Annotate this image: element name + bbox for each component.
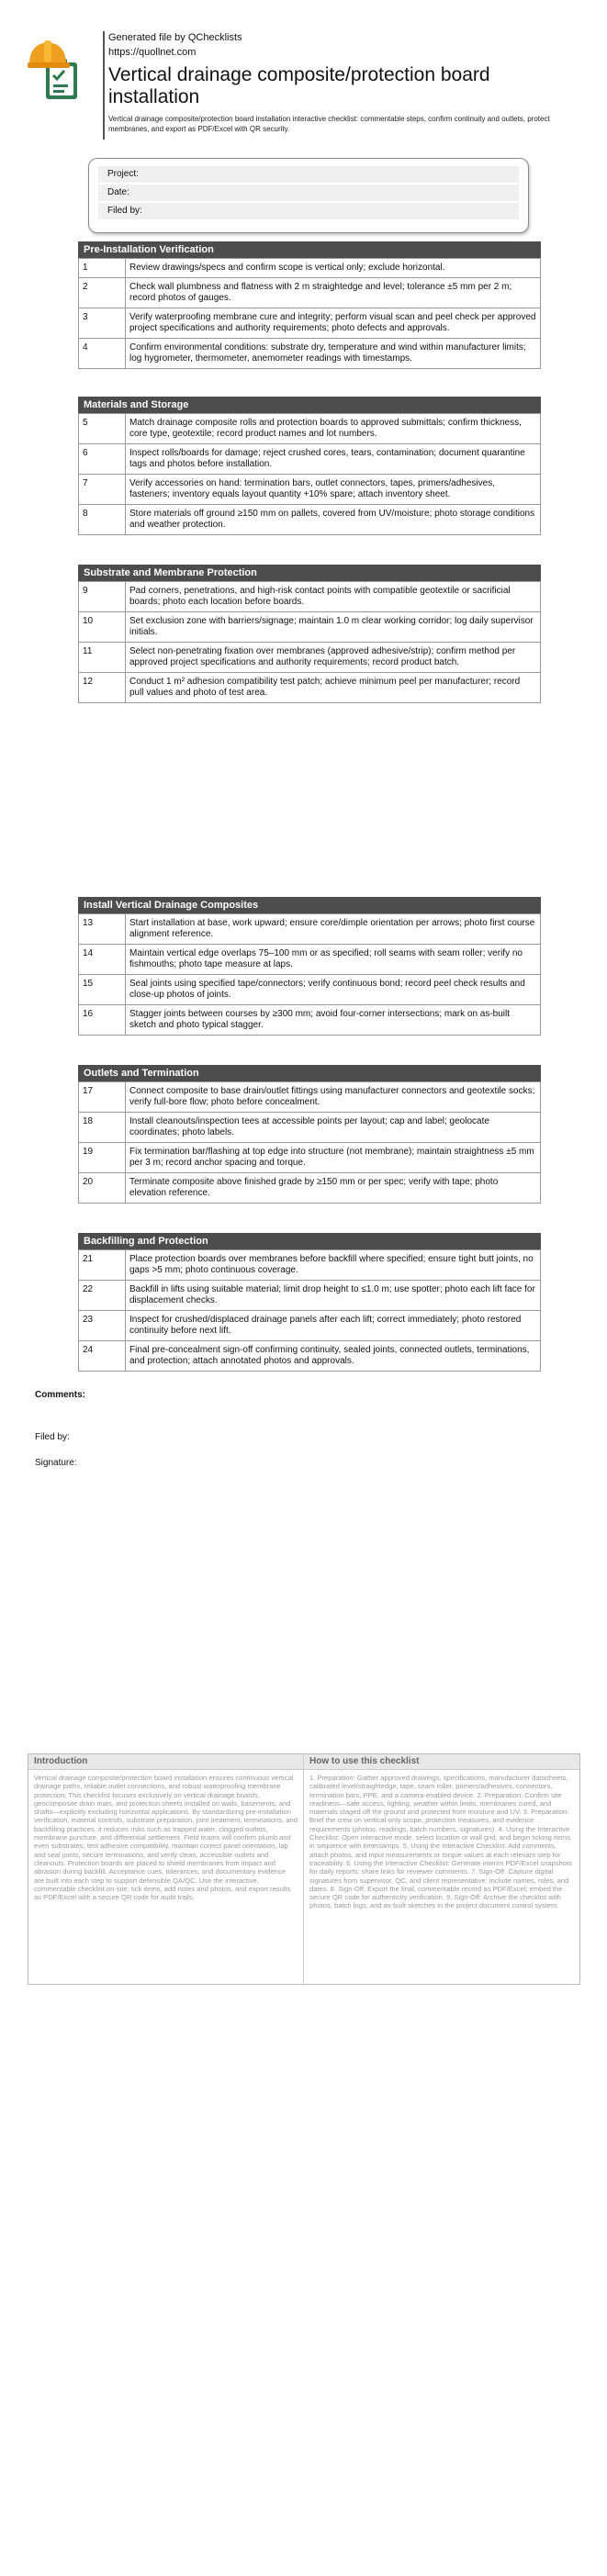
checklist-row[interactable]: [79, 1281, 541, 1311]
item-number: 18: [79, 1113, 126, 1143]
checklist-row[interactable]: [79, 1005, 541, 1036]
checklist-row[interactable]: [79, 339, 541, 369]
checklist-row[interactable]: [79, 414, 541, 444]
item-number: 12: [79, 673, 126, 703]
how-to-heading: How to use this checklist: [304, 1754, 579, 1770]
item-text: Final pre-concealment sign-off confirming continuity, sealed joints, connected outlets, terminations, and protection; attach annotated photos and approvals.: [126, 1341, 541, 1372]
item-number: 9: [79, 582, 126, 612]
checklist-row[interactable]: [79, 582, 541, 612]
item-text: Verify accessories on hand: termination bars, outlet connectors, tapes, primers/adhesives, fasteners; inventory equals layout quantity +10% spare; attach inventory sheet.: [126, 475, 541, 505]
item-text: Place protection boards over membranes before backfill where specified; ensure tight butt joints, no gaps >5 mm; photo continuous coverage.: [126, 1250, 541, 1281]
section-heading: Pre-Installation Verification: [78, 241, 541, 258]
intro-howto-box: [28, 1753, 580, 1985]
item-text: Review drawings/specs and confirm scope is vertical only; exclude horizontal.: [126, 259, 541, 278]
item-text: Start installation at base, work upward; ensure core/dimple orientation per arrows; photo first course alignment reference.: [126, 914, 541, 945]
item-number: 2: [79, 278, 126, 308]
item-number: 1: [79, 259, 126, 278]
source-url-link[interactable]: https://quollnet.com: [108, 47, 197, 58]
introduction-heading: Introduction: [28, 1754, 303, 1770]
header-divider: [103, 31, 105, 140]
section-install-vertical-drainage-composites: [78, 897, 541, 1036]
signature-label: Signature:: [35, 1458, 77, 1468]
item-number: 11: [79, 643, 126, 673]
section-heading: Materials and Storage: [78, 397, 541, 413]
section-backfilling-and-protection: [78, 1233, 541, 1372]
introduction-text: Vertical drainage composite/protection board installation ensures continuous vertical drainage paths, reliable outlet connections, and robust waterproofing membrane protection. This checklist focuses exclusively on vertical drainage boards, geocomposite drain mats, and protection sheets installed on walls, basements, and shafts—explicitly excluding horizontal applications. By standardizing pre-installation verification, material controls, substrate preparation, joint treatment, terminations, and backfilling practices, it reduces risks such as trapped water, clogged outlets, membrane puncture, and differential settlement. Field teams will confirm plumb and even substrates, test adhesive compatibility, maintain correct panel orientation, lap and seal joints, secure terminations, and verify clean, accessible outlets and cleanouts. Protection boards are placed to shield membranes from impact and abrasion during backfill. Acceptance cues, tolerances, and documentary evidence are built into each step to support defensible QA/QC. Use the interactive, commentable checklist on-site; tick items, add notes and photos, and export results as PDF/Excel with a secure QR code for audit trails.: [34, 1774, 298, 1902]
checklist-row[interactable]: [79, 1173, 541, 1204]
item-text: Stagger joints between courses by ≥300 mm; avoid four-corner intersections; mark on as-built sketch and photo typical stagger.: [126, 1005, 541, 1036]
date-field[interactable]: Date:: [98, 185, 519, 201]
item-number: 3: [79, 308, 126, 339]
checklist-row[interactable]: [79, 308, 541, 339]
checklist-row[interactable]: [79, 1250, 541, 1281]
checklist-row[interactable]: [79, 1311, 541, 1341]
item-number: 10: [79, 612, 126, 643]
checklist-row[interactable]: [79, 612, 541, 643]
how-to-panel: [304, 1754, 579, 1984]
page-subtitle: Vertical drainage composite/protection board installation interactive checklist: commentable steps, confirm continuity and outlets, protect membranes, and export as PDF/Excel with QR security.: [108, 115, 550, 133]
item-number: 13: [79, 914, 126, 945]
item-text: Inspect for crushed/displaced drainage panels after each lift; correct immediately; photo restored continuity before next lift.: [126, 1311, 541, 1341]
checklist-row[interactable]: [79, 278, 541, 308]
item-text: Inspect rolls/boards for damage; reject crushed cores, tears, contamination; document quarantine tags and photos before installation.: [126, 444, 541, 475]
checklist-row[interactable]: [79, 914, 541, 945]
filed-by-field[interactable]: Filed by:: [98, 203, 519, 219]
item-text: Set exclusion zone with barriers/signage; maintain 1.0 m clear working corridor; log daily supervisor initials.: [126, 612, 541, 643]
item-text: Connect composite to base drain/outlet fittings using manufacturer connectors and geotextile socks; verify full-bore flow; photo before concealment.: [126, 1082, 541, 1113]
item-text: Install cleanouts/inspection tees at accessible points per layout; cap and label; geolocate coordinates; photo labels.: [126, 1113, 541, 1143]
section-substrate-and-membrane-protection: [78, 565, 541, 703]
item-number: 15: [79, 975, 126, 1005]
section-heading: Backfilling and Protection: [78, 1233, 541, 1249]
item-number: 19: [79, 1143, 126, 1173]
checklist-row[interactable]: [79, 975, 541, 1005]
item-text: Backfill in lifts using suitable material; limit drop height to ≤1.0 m; use spotter; photo each lift face for displacement checks.: [126, 1281, 541, 1311]
item-number: 24: [79, 1341, 126, 1372]
item-number: 21: [79, 1250, 126, 1281]
checklist-row[interactable]: [79, 673, 541, 703]
section-heading: Substrate and Membrane Protection: [78, 565, 541, 581]
item-number: 16: [79, 1005, 126, 1036]
project-field[interactable]: Project:: [98, 166, 519, 183]
checklist-row[interactable]: [79, 945, 541, 975]
item-number: 22: [79, 1281, 126, 1311]
item-number: 23: [79, 1311, 126, 1341]
item-text: Seal joints using specified tape/connectors; verify continuous bond; record peel check results and close-up photos of joints.: [126, 975, 541, 1005]
item-number: 17: [79, 1082, 126, 1113]
filed-by-label: Filed by:: [35, 1432, 70, 1442]
hard-hat-checklist-logo-icon: [28, 37, 92, 101]
item-text: Confirm environmental conditions: substrate dry, temperature and wind within manufacturer limits; log hygrometer, thermometer, anemometer readings with timestamps.: [126, 339, 541, 369]
item-text: Check wall plumbness and flatness with 2 m straightedge and level; tolerance ±5 mm per 2 m; record photos of gauges.: [126, 278, 541, 308]
section-heading: Install Vertical Drainage Composites: [78, 897, 541, 913]
project-info-box: [88, 158, 529, 233]
item-number: 7: [79, 475, 126, 505]
introduction-panel: [28, 1754, 304, 1984]
item-text: Pad corners, penetrations, and high-risk contact points with compatible geotextile or sacrificial boards; photo each location before boards.: [126, 582, 541, 612]
item-text: Store materials off ground ≥150 mm on pallets, covered from UV/moisture; photo storage conditions and weather protection.: [126, 505, 541, 535]
generated-by-text: Generated file by QChecklists: [108, 32, 242, 43]
how-to-text: 1. Preparation: Gather approved drawings, specifications, manufacturer datasheets, calibrated level/straightedge, tape, seam roller, primers/adhesives, connectors, termination bars, PPE, and a camera-enabled device. 2. Preparation: Confirm site readiness—safe access, lighting, weather within limits, membranes cured, and materials staged off the ground and protected from moisture and UV. 3. Preparation: Brief the crew on vertical-only scope, protection measures, and evidence requirements (photos, readings, batch numbers, signatures). 4. Using the Interactive Checklist: Open interactive mode, select location or wall grid, and begin ticking items in sequence with timestamps. 5. Using the Interactive Checklist: Add comments, attach photos, and input measurements or torque values at each relevant step for traceability. 6. Using the Interactive Checklist: Generate interim PDF/Excel snapshots for daily reports; share links for reviewer comments. 7. Sign-Off: Capture digital signatures from supervisor, QC, and client representative; include names, roles, and dates. 8. Sign-Off: Export the final, commentable record as PDF/Excel; embed the secure QR code for authenticity verification. 9. Sign-Off: Archive the checklist with photos, batch logs, and as-built sketches in the project document control system.: [309, 1774, 573, 1910]
checklist-row[interactable]: [79, 1143, 541, 1173]
item-text: Terminate composite above finished grade by ≥150 mm or per spec; verify with tape; photo elevation reference.: [126, 1173, 541, 1204]
section-heading: Outlets and Termination: [78, 1065, 541, 1081]
item-number: 8: [79, 505, 126, 535]
checklist-row[interactable]: [79, 643, 541, 673]
item-number: 6: [79, 444, 126, 475]
checklist-row[interactable]: [79, 259, 541, 278]
checklist-row[interactable]: [79, 1341, 541, 1372]
section-materials-and-storage: [78, 397, 541, 535]
item-number: 5: [79, 414, 126, 444]
checklist-row[interactable]: [79, 505, 541, 535]
item-text: Verify waterproofing membrane cure and integrity; perform visual scan and peel check per approved project specifications and authority requirements; photo defects and approvals.: [126, 308, 541, 339]
item-text: Fix termination bar/flashing at top edge into structure (not membrane); maintain straightness ±5 mm per 3 m; record anchor spacing and torque.: [126, 1143, 541, 1173]
checklist-row[interactable]: [79, 1082, 541, 1113]
item-number: 14: [79, 945, 126, 975]
checklist-row[interactable]: [79, 444, 541, 475]
item-text: Match drainage composite rolls and protection boards to approved submittals; confirm thickness, core type, geotextile; record product names and lot numbers.: [126, 414, 541, 444]
checklist-row[interactable]: [79, 1113, 541, 1143]
checklist-row[interactable]: [79, 475, 541, 505]
item-text: Maintain vertical edge overlaps 75–100 mm or as specified; roll seams with seam roller; verify no fishmouths; photo tape measure at laps.: [126, 945, 541, 975]
item-number: 4: [79, 339, 126, 369]
section-outlets-and-termination: [78, 1065, 541, 1204]
page-title: Vertical drainage composite/protection board installation: [108, 64, 490, 107]
comments-label: Comments:: [35, 1390, 86, 1400]
item-text: Select non-penetrating fixation over membranes (approved adhesive/strip); confirm method per approved project specifications and authority requirements; record product batch.: [126, 643, 541, 673]
item-number: 20: [79, 1173, 126, 1204]
item-text: Conduct 1 m² adhesion compatibility test patch; achieve minimum peel per manufacturer; record pull values and photo of test area.: [126, 673, 541, 703]
section-pre-installation-verification: [78, 241, 541, 369]
